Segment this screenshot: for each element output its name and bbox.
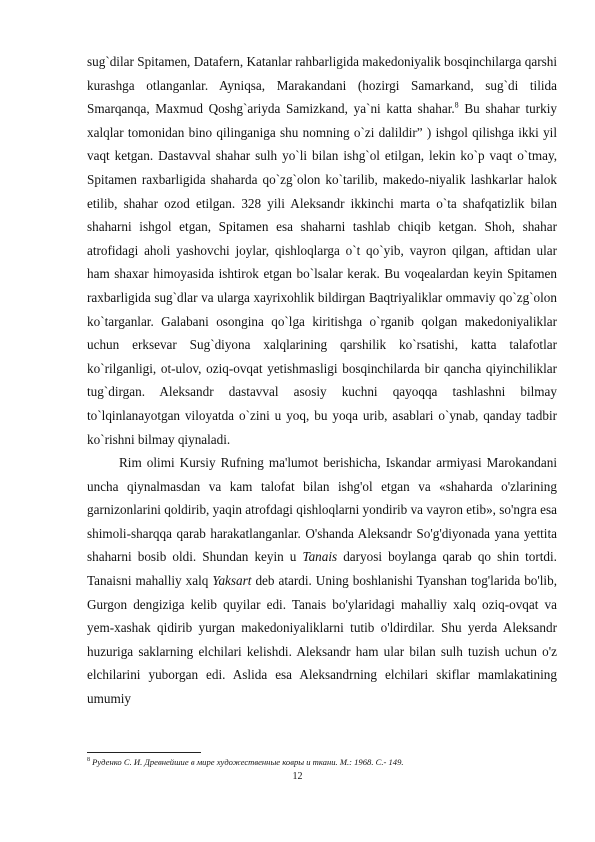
paragraph-2-text-c: deb atardi. Uning boshlanishi Tyanshan tog'larida bo'lib, Gurgon dengiziga kelib quyilar edi. Tanais bo'ylaridagi mahalliy xalq oziq-ovqat va yem-xashak qidirib yurgan makedoniyaliklarni tutib o'ldirdilar. Shu yerda Aleksandr huzuriga saklarning elchilari kelishdi. Aleksandr ham ular bilan sulh tuzish uchun o'z elchilarini yuborgan edi. Aslida esa Aleksandrning elchilari skiflar mamlakatining umumiy (87, 573, 557, 707)
paragraph-1 (87, 50, 557, 451)
paragraph-2-text-a: Rim olimi Kursiy Rufning ma'lumot berishicha, Iskandar armiyasi Marokandani uncha qiynalmasdan va kam talofat bilan ishg'ol etgan va «shaharda o'zlarining garnizonlarini qoldirib, yaqin atrofdagi qishloqlarni yondirib va vayron etib», so'ngra esa shimoli-sharqqa qarab harakatlanganlar. O'shanda Aleksandr So'g'diyonada yana yettita shaharni bosib oldi. Shundan keyin u (87, 455, 557, 565)
page-number: 12 (292, 771, 303, 782)
paragraph-2-text-b: daryosi boylanga qarab qo shin tortdi. Tanaisni mahalliy xalq (87, 549, 557, 589)
paragraph-2 (87, 451, 557, 711)
paragraph-1-continued: Bu shahar turkiy xalqlar tomonidan bino qilinganiga shu nomning o`zi dalildir” ) ishgol qilishga ikki yil vaqt ketgan. Dastavval shahar sulh yo`li bilan ishg`ol etilgan, lekin ko`p vaqt o`tmay, Spitamen raxbarligida shaharda qo`zg`olon ko`tarilib, makedo-niyalik lashkarlar halok etilib, shahar ozod etilgan. 328 yili Aleksandr ikkinchi marta o`ta shafqatizlik bilan shaharni ishgol etgan, Spitamen esa shaharni tashlab chiqib ketgan. Shoh, shahar atrofidagi aholi yashovchi joylar, qishloqlarga o`t qo`yib, vayron qilgan, aftidan ular ham shaxar himoyasida ishtirok etgan bo`lsalar kerak. Bu voqealardan keyin Spitamen raxbarligida sug`dlar va ularga xayrixohlik bildirgan Baqtriyaliklar ommaviy qo`zg`olon ko`targanlar. Galabani osongina qo`lga kiritishga o`rganib qolgan makedoniyaliklar uchun erksevar Sug`diyona xalqlarining qarshilik ko`rsatishi, katta talafotlar ko`rilganligi, ot-ulov, oziq-ovqat yetishmasligi bosqinchilarda bir qancha qiyinchiliklar tug`dirgan. Aleksandr dastavval asosiy kuchni qayoqqa tashlashni bilmay to`lqinlanayotgan viloyatda o`zini u yoq, bu yoqa urib, asablari o`ynab, qanday tadbir ko`rishni bilmay qiynaladi. (87, 101, 558, 447)
footnote (87, 757, 557, 768)
footnote-text: Руденко С. И. Древнейшие в мире художественные ковры и ткани. М.: 1968. С.- 149. (90, 757, 404, 767)
river-name-tanais: Tanais (302, 549, 338, 565)
page-body (87, 50, 557, 711)
river-name-yaksart: Yaksart (212, 573, 252, 589)
footnote-reference[interactable]: 8 (454, 100, 459, 110)
footnote-mark: 8 (87, 757, 90, 764)
footnote-divider (87, 752, 201, 753)
paragraph-1-text: sug`dilar Spitamen, Datafern, Katanlar rahbarligida makedoniyalik bosqinchilarga qarshi kurashga otlanganlar. Ayniqsa, Marakandani (hozirgi Samarkand, sug`di tilida Smarqanqa, Maxmud Qoshg`ariyda Samizkand, ya`ni katta shahar. (87, 54, 557, 117)
